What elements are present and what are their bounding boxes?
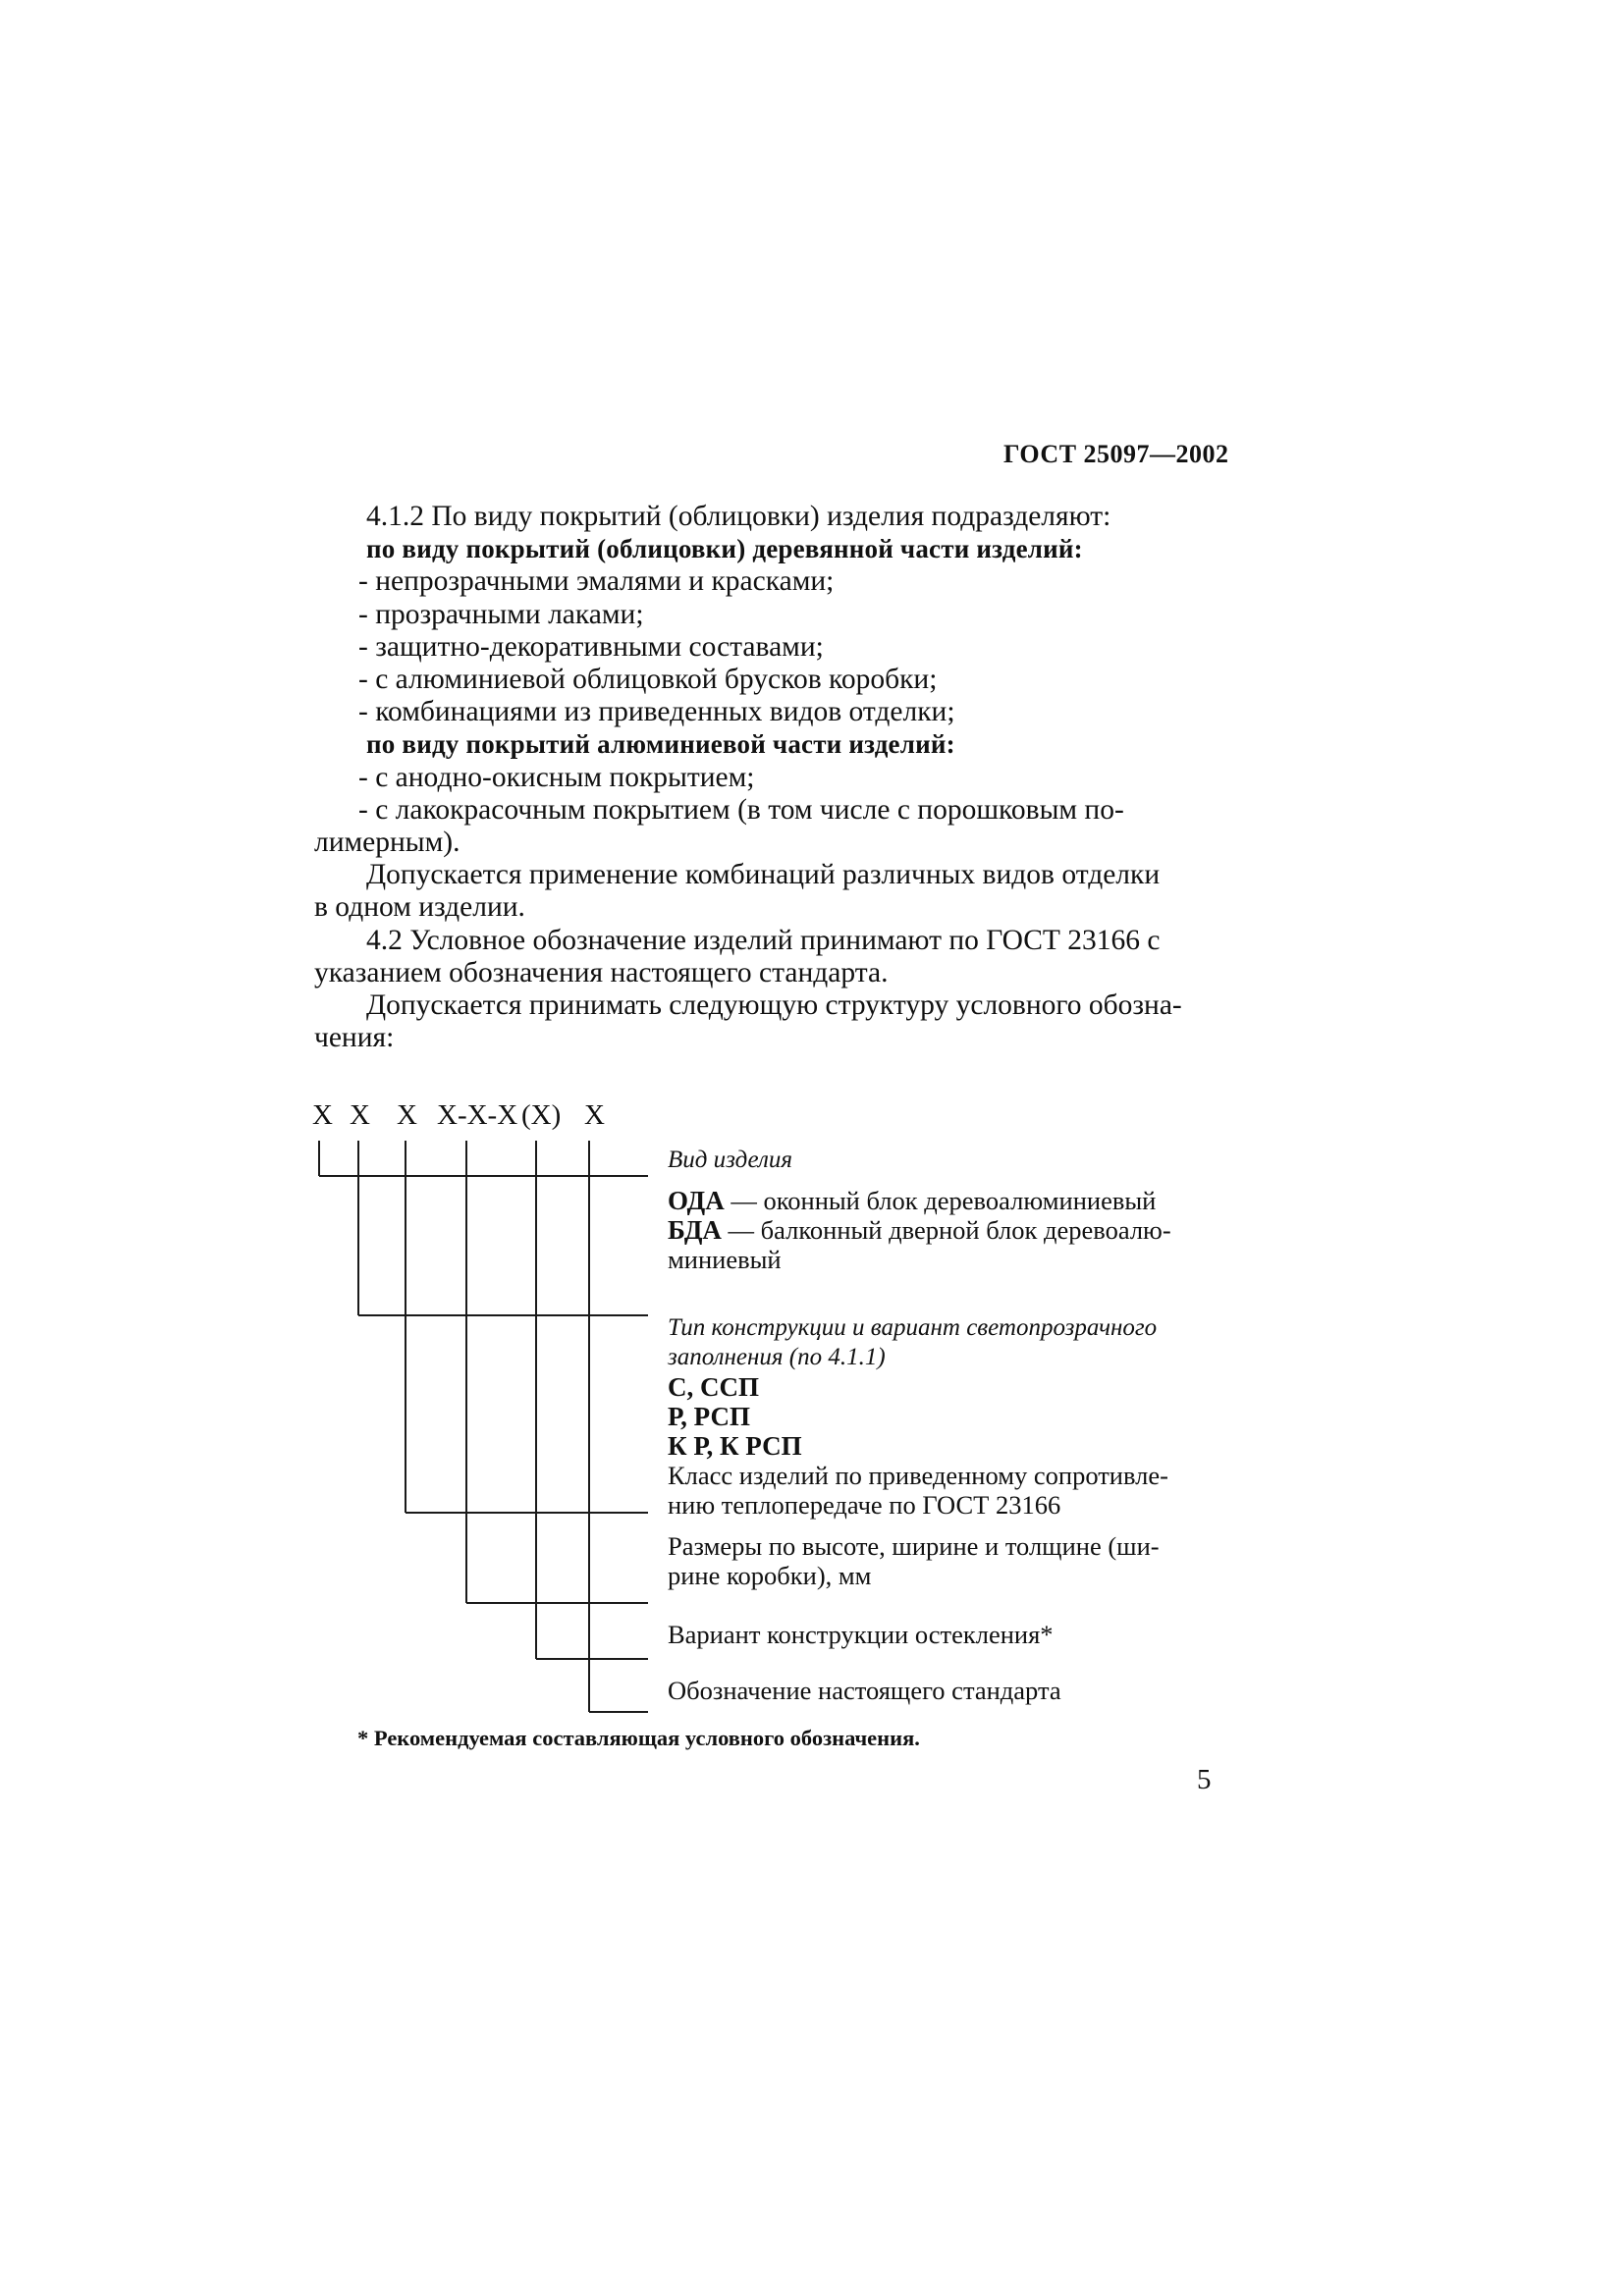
list-item: - с лакокрасочным покрытием (в том числе с порошковым по- <box>358 793 1124 826</box>
code-bda-description-continuation: миниевый <box>668 1245 782 1274</box>
legend-dimensions-line-1: Размеры по высоте, ширине и толщине (ши- <box>668 1531 1160 1561</box>
list-item: - защитно-декоративными составами; <box>358 630 824 663</box>
legend-dimensions-line-2: рине коробки), мм <box>668 1561 872 1590</box>
list-item: - прозрачными лаками; <box>358 598 644 630</box>
legend-product-codes <box>668 1186 1218 1274</box>
legend-class-line-2: нию теплопередаче по ГОСТ 23166 <box>668 1490 1061 1520</box>
code-char-1: Х <box>312 1099 333 1131</box>
code-standard: Х <box>584 1099 605 1131</box>
footnote: * Рекомендуемая составляющая условного обозначения. <box>357 1726 920 1750</box>
list-item: - комбинациями из приведенных видов отделки; <box>358 696 955 728</box>
legend-title: Вид изделия <box>668 1147 793 1173</box>
legend-title-continuation: заполнения (по 4.1.1) <box>668 1344 886 1370</box>
wood-coating-heading: по виду покрытий (облицовки) деревянной части изделий: <box>366 534 1083 564</box>
construction-option: С, ССП <box>668 1372 759 1402</box>
code-char-3: Х <box>397 1099 417 1131</box>
construction-option: К Р, К РСП <box>668 1431 802 1461</box>
list-item-continuation: лимерным). <box>314 827 460 859</box>
legend-dimensions <box>668 1531 1218 1590</box>
section-4-2-line-1: 4.2 Условное обозначение изделий принимают по ГОСТ 23166 с <box>366 924 1161 956</box>
legend-standard <box>668 1676 1218 1705</box>
legend-product-type <box>668 1146 1218 1175</box>
code-glazing-variant: (Х) <box>521 1099 562 1131</box>
legend-glazing-variant <box>668 1620 1218 1649</box>
code-dimensions: Х-Х-Х <box>437 1099 518 1131</box>
legend-construction-type <box>668 1313 1218 1520</box>
list-item: - с анодно-окисным покрытием; <box>358 761 755 793</box>
code-oda-description: — оконный блок деревоалюминиевый <box>724 1186 1157 1215</box>
section-4-2-line-2: указанием обозначения настоящего стандарта. <box>314 956 889 988</box>
list-item: - с алюминиевой облицовкой брусков коробки; <box>358 664 938 696</box>
legend-title: Тип конструкции и вариант светопрозрачного <box>668 1314 1158 1341</box>
section-4-2-line-3: Допускается принимать следующую структуру условного обозна- <box>366 989 1182 1022</box>
aluminium-coating-heading: по виду покрытий алюминиевой части изделий: <box>366 729 955 760</box>
page-number: 5 <box>1197 1764 1212 1795</box>
list-item: - непрозрачными эмалями и красками; <box>358 565 835 598</box>
code-bda: БДА <box>668 1215 722 1245</box>
legend-standard-text: Обозначение настоящего стандарта <box>668 1676 1061 1705</box>
code-oda: ОДА <box>668 1186 725 1215</box>
code-bda-description: — балконный дверной блок деревоалю- <box>721 1215 1171 1245</box>
construction-option: Р, РСП <box>668 1402 750 1431</box>
combination-note-line-2: в одном изделии. <box>314 891 525 924</box>
combination-note-line-1: Допускается применение комбинаций различных видов отделки <box>366 859 1161 891</box>
legend-class-line-1: Класс изделий по приведенному сопротивле- <box>668 1461 1168 1490</box>
section-4-2-line-4: чения: <box>314 1022 395 1054</box>
legend-glazing-variant-text: Вариант конструкции остекления* <box>668 1620 1054 1649</box>
section-4-1-2-intro: 4.1.2 По виду покрытий (облицовки) изделия подразделяют: <box>366 501 1111 532</box>
code-char-2: Х <box>350 1099 370 1131</box>
document-header: ГОСТ 25097—2002 <box>1003 440 1229 468</box>
